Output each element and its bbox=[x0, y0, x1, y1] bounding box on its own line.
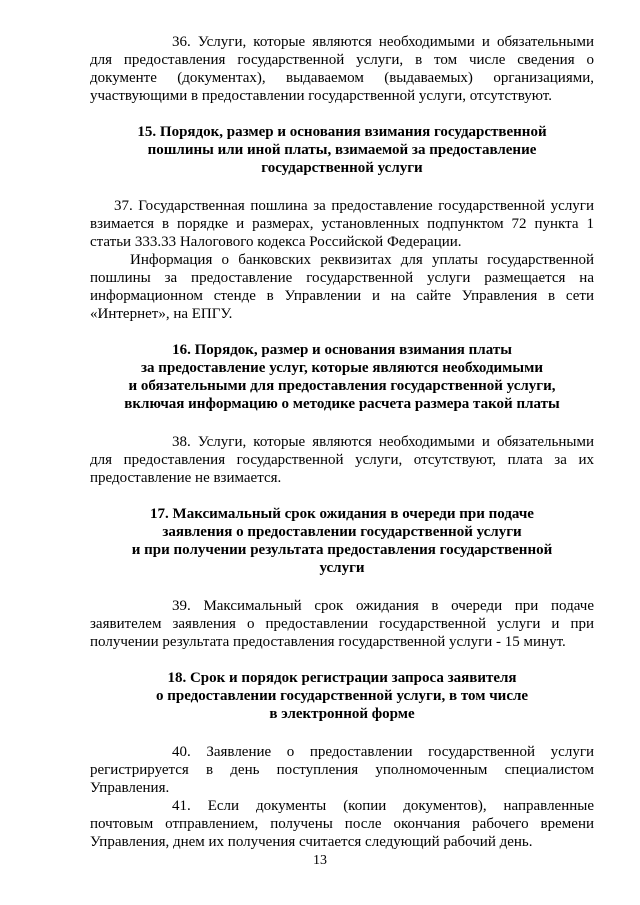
paragraph-41 bbox=[90, 797, 594, 851]
section-heading-17 bbox=[90, 505, 594, 577]
section-heading-18 bbox=[90, 669, 594, 723]
heading-line: заявления о предоставлении государственной услуги bbox=[162, 524, 522, 540]
heading-line: о предоставлении государственной услуги, в том числе bbox=[155, 688, 529, 704]
paragraph-number: 39. bbox=[172, 598, 191, 614]
paragraph-37: 37. Государственная пошлина за предоставление государственной услуги взимается в порядке и размерах, установленных подпунктом 72 пункта 1 статьи 333.33 Налогового кодекса Российской Федерации. bbox=[90, 198, 594, 250]
paragraph-text: Если документы (копии документов), направленные почтовым отправлением, получены после окончания рабочего времени Управления, днем их получения считается следующий рабочий день. bbox=[90, 798, 595, 850]
paragraph-number: 36. bbox=[172, 34, 191, 50]
heading-line: 15. Порядок, размер и основания взимания государственной bbox=[137, 124, 547, 140]
paragraph-39 bbox=[90, 597, 594, 651]
page-number: 13 bbox=[313, 853, 327, 868]
heading-line: 16. Порядок, размер и основания взимания платы bbox=[172, 342, 512, 358]
section-heading-15 bbox=[90, 123, 594, 177]
heading-line: пошлины или иной платы, взимаемой за предоставление bbox=[147, 142, 537, 158]
section-heading-16 bbox=[90, 341, 594, 413]
heading-line: и обязательными для предоставления государственной услуги, bbox=[128, 378, 556, 394]
document-page bbox=[90, 33, 594, 851]
paragraph-38 bbox=[90, 433, 594, 487]
paragraph-text: Максимальный срок ожидания в очереди при подаче заявителем заявления о предоставлении государственной услуги и при получении результата предоставления государственной услуги - 15 минут. bbox=[90, 598, 595, 650]
paragraph-number: 40. bbox=[172, 744, 191, 760]
paragraph-36 bbox=[90, 33, 594, 105]
heading-line: за предоставление услуг, которые являются необходимыми bbox=[141, 360, 543, 376]
paragraph-bank-details: Информация о банковских реквизитах для уплаты государственной пошлины за предоставление государственной услуги размещается на информационном стенде в Управлении и на сайте Управления в сети «Интернет», на ЕПГУ. bbox=[90, 252, 594, 322]
paragraph-40 bbox=[90, 743, 594, 797]
heading-line: в электронной форме bbox=[269, 706, 415, 722]
paragraph-number: 38. bbox=[172, 434, 191, 450]
heading-line: включая информацию о методике расчета размера такой платы bbox=[124, 396, 560, 412]
paragraph-text: Услуги, которые являются необходимыми и обязательными для предоставления государственной услуги, отсутствуют, плата за их предоставление не взимается. bbox=[90, 434, 594, 486]
heading-line: 17. Максимальный срок ожидания в очереди при подаче bbox=[150, 506, 534, 522]
heading-line: государственной услуги bbox=[261, 160, 423, 176]
heading-line: и при получении результата предоставления государственной bbox=[131, 542, 553, 558]
heading-line: 18. Срок и порядок регистрации запроса заявителя bbox=[167, 670, 517, 686]
paragraph-text: Заявление о предоставлении государственной услуги регистрируется в день поступления уполномоченным специалистом Управления. bbox=[90, 744, 594, 796]
paragraph-number: 41. bbox=[172, 798, 191, 814]
heading-line: услуги bbox=[319, 560, 365, 576]
paragraph-text: Услуги, которые являются необходимыми и обязательными для предоставления государственной услуги, в том числе сведения о документе (документах), выдаваемом (выдаваемых) организациями, участвующими в предоставлении государственной услуги, отсутствуют. bbox=[90, 34, 594, 104]
